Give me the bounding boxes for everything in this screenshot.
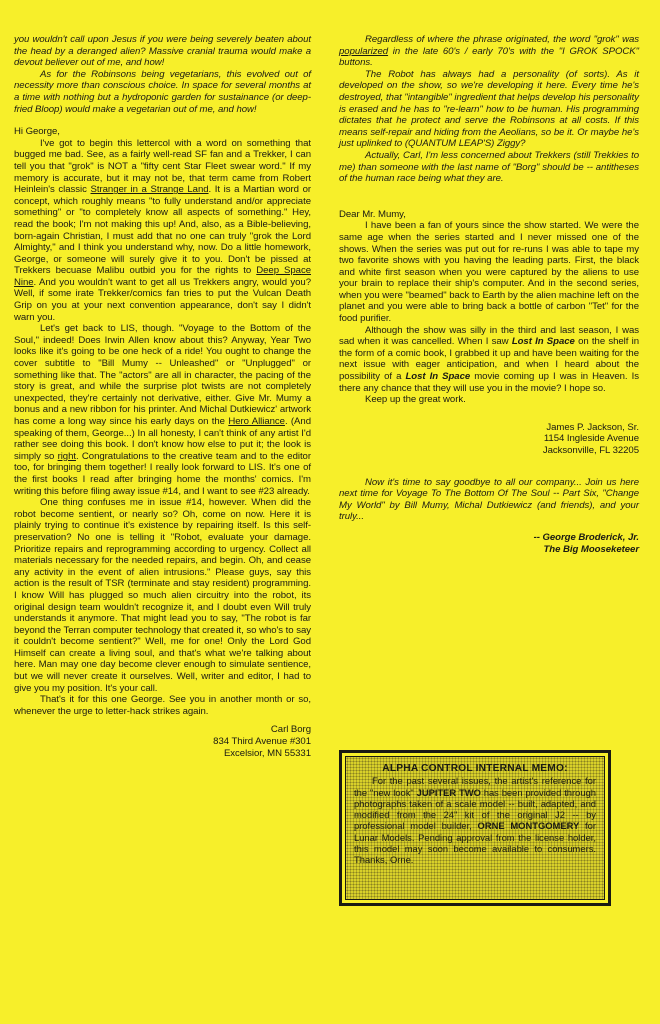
editor-reply-robot: The Robot has always had a personality (of sorts). As it developed on the show, so we're developing it here. Every time he's destroyed, that "intangible" ingredient that helps develop his personality is erased and he has to "re-learn" how to be human. His programming dictates that he protect and serve the Robinsons at all costs. If this means self-repair and hiding from the Aeolians, so be it. Or maybe he's just uplinked to (QUANTUM LEAP'S) Ziggy?	[339, 68, 639, 150]
memo-jupiter-two: JUPITER TWO	[416, 786, 481, 798]
word-popularized: popularized	[339, 45, 389, 57]
editor-reply-vegetarians: As for the Robinsons being vegetarians, this evolved out of necessity more than conscious choice. In space for several months at a time with nothing but a hydroponic garden for sustainance (or deep-fried Bloop) would make a vegetarian out of me, and how!	[14, 68, 311, 115]
editor-reply-borg: Actually, Carl, I'm less concerned about Trekkers (still Trekkies to me) than someone with the last name of "Borg" should be -- antitheses of the human race being what they are.	[339, 149, 639, 185]
letter2-signature-address: 1154 Ingleside Avenue	[543, 433, 639, 445]
title-lost-in-space: Lost In Space	[511, 336, 575, 348]
editor-closing: Now it's time to say goodbye to all our company... Join us here next time for Voyage To The Bottom Of The Soul -- Part Six, "Change My World" by Bill Mumy, Michal Dutkiewicz (and friends), and your truly...	[339, 476, 639, 523]
title-hero-alliance: Hero Alliance	[228, 416, 285, 427]
letter2-paragraph-fan: I have been a fan of yours since the show started. We were the same age when the series started and I never missed one of the shows. When the series was put out for re-runs I was able to tape my two favorite shows with you having the leading parts. First, the black and white first season when you were captured by the aliens to use your brain to replace their ship's computer. And in the second series, when you were "beamed" back to Earth by the alien machine left on the planet and you were able to bring back a bottle of carbon "Tet" for the food purifier.	[339, 220, 639, 325]
letter-paragraph-closing: That's it for this one George. See you in another month or so, whenever the urge to letter-hack strikes again.	[14, 694, 311, 717]
letter2-signoff: Keep up the great work.	[365, 394, 466, 406]
letter-paragraph-grok: I've got to begin this lettercol with a word on something that bugged me bad. See, as a fairly well-read SF fan and a Trekker, I can tell you that "grok" is NOT a "fifty cent Star Fleet swear word." If my memory is accurate, but it may not be, that term came from Robert Heinlein's classic Stranger in a Strange Land. It is a Martian word or concept, which roughly means "to fully understand and/or appreciate something" or "to completely know all aspects of something." Hey, read the book; I'm not making this up! And, also, as a Bible-believing, born-again Christian, I must add that no one can truly "grok the Lord Almighty," and I think you understand why, now. Do a little homework, George, or someone will surely give it to you. Don't be pissed at Trekkers becuase Malibu outbid you for the rights to Deep Space Nine. And you wouldn't want to get all us Trekkers angry, would you? Well, if some irate Trekker/comics fan tries to put the Vulcan Death Grip on you at your next convention appearance, don't say I didn't warn you.	[14, 137, 311, 323]
editor-title: The Big Mooseketeer	[543, 543, 639, 555]
letter-paragraph-robot: One thing confuses me in issue #14, however. When did the robot become sentient, or nearly so? Oh, come on now. Here it is plainly trying to continue it's existence by repairing itself. Is this self-preservation? No one is telling it "Robot, evaluate your damage. Prioritize repairs and reprogramming according to urgency. Collect all materials necessary for the needed repairs, and begin. Oh, and cease any activity in the event of alien intrusions." Please guys, say this action is the result of TSR (terminate and stay resident) programming. I know Will has plugged so much alien circuitry into the robot, its original design team wouldn't recognize it, and I doubt even Will truly understands it anymore. That might lead you to say, "The robot is far beyond the Terran computer technology that created it, so who's to say it couldn't become sentient?" Well, me for one! Only the Lord God Himself can create a living soul, and that's what we're talking about here. Man may one day become clever enough to simulate sentience, but we will never create it ourselves. Well, writer and editor, I had to give you my position. It's your call.	[14, 497, 311, 694]
letter2-signature-city: Jacksonville, FL 32205	[542, 445, 639, 456]
letter2-paragraph-comic: Although the show was silly in the third and last season, I was sad when it was cancelled. When I saw Lost In Space on the shelf in the form of a comic book, I grabbed it up and have been waiting for the next issue with eager anticipation, and when I heard about the possibility of a Lost In Space movie coming up I was in Heaven. Is there any chance that they will use you in the movie? I hope so.	[339, 324, 639, 394]
letter-signature-address: 834 Third Avenue #301	[213, 736, 311, 748]
letter2-signature-name: James P. Jackson, Sr.	[546, 421, 639, 433]
letter-paragraph-lis: Let's get back to LIS, though. "Voyage to the Bottom of the Soul," indeed! Does Irwin Allen know about this? Anyway, Year Two looks like it's going to be one heck of a ride! You ought to change the cover subtitle to "Bill Mumy -- Unleashed" or "Unplugged" or something like that. The "actors" are all in character, the pacing of the story is great, and while the surprise plot twists are not completely unexpected, they're certainly not derivative, either. Give Mr. Mumy a bonus and a new ribbon for his printer. And Michal Dutkiewicz' artwork has come a long way since his early days on the Hero Alliance. (And speaking of them, George...) In all honesty, I can't think of any artist I'd rather see doing this book. I don't know how else to put it; the look is simply so right. Congratulations to the creative team and to the editor too, for bringing them together! I really look forward to LIS. It's one of the first books I read after bringing home the months' comics. I'm writing this before filing away issue #14, and I want to see #23 already.	[14, 323, 311, 497]
memo-orne-montgomery: ORNE MONTGOMERY	[477, 820, 580, 832]
memo-title: ALPHA CONTROL INTERNAL MEMO:	[382, 763, 568, 774]
book-title-stranger: Stranger in a Strange Land	[90, 184, 209, 196]
letter-signature-name: Carl Borg	[270, 724, 311, 736]
title-deep-space-nine: Deep Space Nine	[14, 265, 311, 288]
memo-body: For the past several issues, the artist's reference for the "new look" JUPITER TWO has been provided through photographs taken of a scale model -- built, adapted, and modified from the 24" kit of the original J2 -- by professional model builder, ORNE MONTGOMERY for Lunar Models. Pending approval from the license holder, this model may soon become available to consumers. Thanks, Orne.	[354, 775, 596, 866]
editor-name: -- George Broderick, Jr.	[533, 531, 639, 543]
letter2-salutation: Dear Mr. Mumy,	[339, 208, 406, 220]
word-right: right	[57, 450, 76, 462]
letter-signature-city: Excelsior, MN 55331	[223, 747, 311, 759]
editor-reply-continued: you wouldn't call upon Jesus if you were being severely beaten about the head by a deranged alien? Massive cranial trauma would make a devout believer out of me, and how!	[14, 34, 311, 69]
editor-reply-grok: Regardless of where the phrase originated, the word "grok" was popularized in the late 60's / early 70's with the "I GROK SPOCK" buttons.	[339, 34, 639, 69]
letter-salutation: Hi George,	[14, 126, 60, 138]
left-column	[14, 34, 311, 759]
alpha-control-memo-box	[339, 750, 611, 906]
title-lost-in-space-movie: Lost In Space	[405, 371, 471, 383]
right-column	[339, 34, 639, 555]
